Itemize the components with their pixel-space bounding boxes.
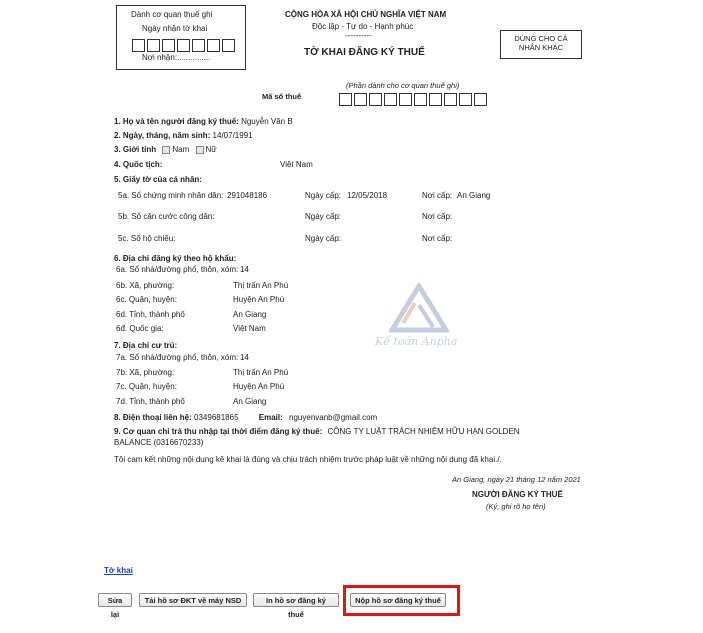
issue-place-value-5a: An Giang <box>457 191 491 200</box>
nationality-value: Việt Nam <box>280 160 313 169</box>
individual-type-box <box>500 30 582 59</box>
id-5a-label: 5a. Số chứng minh nhân dân: <box>118 191 224 200</box>
reg-6d-label: 6d. Tỉnh, thành phố <box>116 310 185 319</box>
received-date-label: Ngày nhận tờ khai <box>142 24 208 33</box>
res-7d-label: 7d. Tỉnh, thành phố <box>116 397 185 406</box>
dob-label: 2. Ngày, tháng, năm sinh: <box>114 131 211 140</box>
employer-value-2: BALANCE (0316670233) <box>114 438 204 447</box>
commitment-text: Tôi cam kết những nội dung kê khai là đúng và chịu trách nhiệm trước pháp luật về những nội dung đã khai./. <box>114 455 502 464</box>
res-7a-label: 7a. Số nhà/đường phố, thôn, xóm: <box>116 353 239 362</box>
issue-date-label-5a: Ngày cấp: <box>305 191 342 200</box>
received-place-label: Nơi nhận:............... <box>142 53 211 62</box>
tax-office-title: Dành cơ quan thuế ghi <box>131 10 213 19</box>
email-value: nguyenvanb@gmail.com <box>289 413 378 422</box>
individual-type-line1: DÙNG CHO CÁ <box>514 34 568 43</box>
watermark-triangle-icon <box>389 283 449 333</box>
nation-header: CỘNG HÒA XÃ HỘI CHỦ NGHĨA VIỆT NAM <box>285 10 447 19</box>
reg-address-label: 6. Địa chỉ đăng ký theo hộ khẩu: <box>114 254 237 263</box>
gender-male-label: Nam <box>172 145 190 154</box>
dob-row <box>114 131 253 140</box>
form-title: TỜ KHAI ĐĂNG KÝ THUẾ <box>304 47 425 58</box>
dob-value: 14/07/1991 <box>212 131 253 140</box>
signature-date: An Giang, ngày 21 tháng 12 năm 2021 <box>452 475 581 484</box>
gender-female-label: Nữ <box>205 145 217 154</box>
gender-female-checkbox[interactable] <box>196 146 204 154</box>
reg-6c-value: Huyện An Phú <box>233 295 285 304</box>
phone-label: 8. Điện thoại liên hệ: <box>114 413 192 422</box>
employer-label: 9. Cơ quan chi trả thu nhập tại thời điểm đăng ký thuế: <box>114 427 323 436</box>
name-row <box>114 117 293 126</box>
declaration-link[interactable]: Tờ khai <box>104 566 133 575</box>
issue-place-label-5c: Nơi cấp: <box>422 234 453 243</box>
gender-row <box>114 145 217 154</box>
id-5b-label: 5b. Số căn cước công dân: <box>118 212 215 221</box>
name-value: Nguyễn Văn B <box>241 117 293 126</box>
tax-code-note: (Phần dành cho cơ quan thuế ghi) <box>346 81 460 90</box>
id-5a-value: 291048186 <box>227 191 268 200</box>
reg-6c-label: 6c. Quận, huyện: <box>116 295 177 304</box>
gender-male-checkbox[interactable] <box>162 146 170 154</box>
id-5c-label: 5c. Số hộ chiếu: <box>118 234 176 243</box>
reg-6a-value: 14 <box>240 265 249 274</box>
signature-title: NGƯỜI ĐĂNG KÝ THUẾ <box>472 490 563 499</box>
issue-place-label-5a: Nơi cấp: <box>422 191 453 200</box>
res-7c-label: 7c. Quận, huyện: <box>116 382 177 391</box>
reg-6a-label: 6a. Số nhà/đường phố, thôn, xóm: <box>116 265 239 274</box>
reg-6b-label: 6b. Xã, phường: <box>116 281 175 290</box>
download-dossier-button[interactable]: Tải hồ sơ ĐKT về máy NSD <box>139 593 247 607</box>
reg-6b-value: Thị trấn An Phú <box>233 281 289 290</box>
res-7a-value: 14 <box>240 353 249 362</box>
edit-button[interactable]: Sửa lại <box>98 593 132 607</box>
email-label: Email: <box>258 413 283 422</box>
res-7c-value: Huyện An Phú <box>233 382 285 391</box>
watermark-text: Kế toán Anpha <box>375 335 458 348</box>
issue-date-value-5a: 12/05/2018 <box>347 191 388 200</box>
reg-6e-label: 6đ. Quốc gia: <box>116 324 164 333</box>
res-7b-value: Thị trấn An Phú <box>233 368 289 377</box>
contact-row <box>114 413 377 422</box>
phone-value: 0349681865 <box>194 413 239 422</box>
res-address-label: 7. Địa chỉ cư trú: <box>114 341 178 350</box>
submit-highlight-box <box>343 585 460 616</box>
nationality-label: 4. Quốc tịch: <box>114 160 163 169</box>
res-7b-label: 7b. Xã, phường: <box>116 368 175 377</box>
reg-6e-value: Việt Nam <box>233 324 266 333</box>
individual-type-line2: NHÂN KHÁC <box>518 43 564 52</box>
tax-code-boxes <box>339 91 489 109</box>
issue-date-label-5b: Ngày cấp: <box>305 212 342 221</box>
issue-place-label-5b: Nơi cấp: <box>422 212 453 221</box>
employer-row <box>114 427 520 436</box>
id-docs-label: 5. Giấy tờ của cá nhân: <box>114 175 202 184</box>
reg-6d-value: An Giang <box>233 310 267 319</box>
submit-dossier-button[interactable]: Nộp hồ sơ đăng ký thuế <box>350 593 446 607</box>
tax-office-box <box>116 5 246 70</box>
issue-date-label-5c: Ngày cấp: <box>305 234 342 243</box>
header-divider: ---------- <box>345 31 372 40</box>
tax-code-label: Mã số thuế <box>262 92 302 101</box>
gender-label: 3. Giới tính <box>114 145 157 154</box>
signature-note: (Ký, ghi rõ họ tên) <box>486 502 546 511</box>
print-dossier-button[interactable]: In hồ sơ đăng ký thuế <box>253 593 339 607</box>
motto: Độc lập - Tự do - Hạnh phúc <box>312 22 414 31</box>
watermark-logo <box>375 283 465 363</box>
name-label: 1. Họ và tên người đăng ký thuế: <box>114 117 239 126</box>
res-7d-value: An Giang <box>233 397 267 406</box>
employer-value-1: CÔNG TY LUẬT TRÁCH NHIỆM HỮU HẠN GOLDEN <box>327 427 520 436</box>
